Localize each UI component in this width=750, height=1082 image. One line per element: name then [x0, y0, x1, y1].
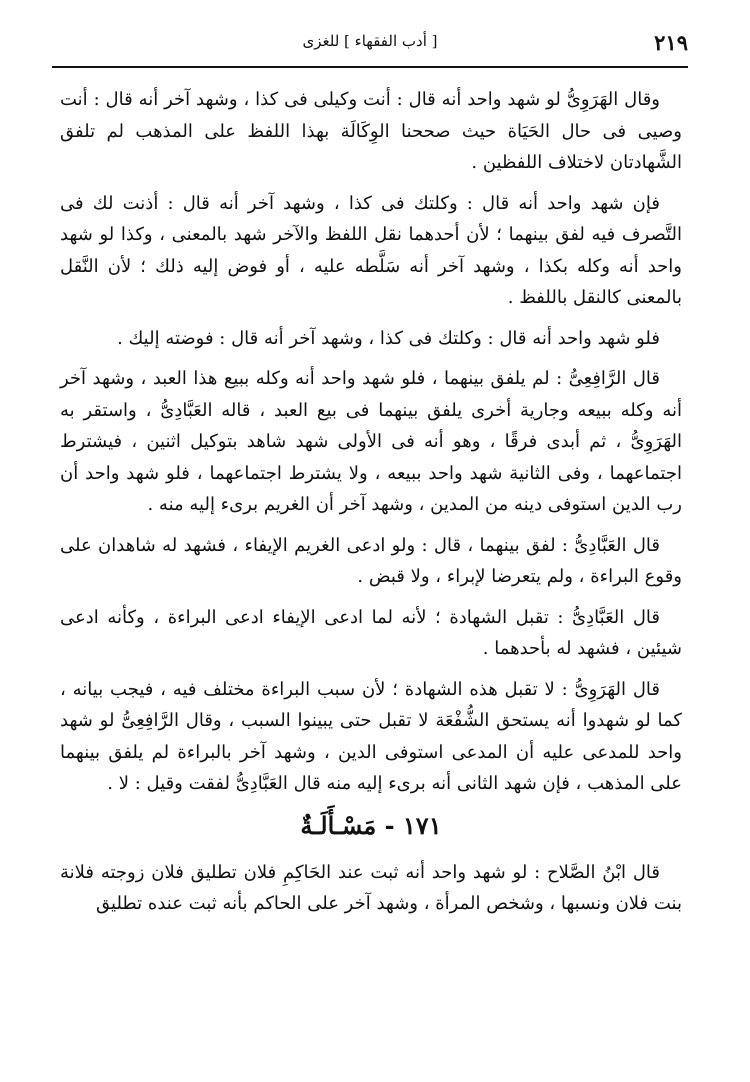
paragraph: قال العَبَّادِىُّ : لفق بينهما ، قال : ولو ادعى الغريم الإيفاء ، فشهد له شاهدان على وقوع البراءة ، ولم يتعرضا لإبراء ، ولا قبض .	[60, 534, 682, 587]
header-rule	[52, 66, 688, 68]
section-heading: ١٧١ - مَسْـأَلَـةٌ	[300, 810, 442, 840]
page-header	[52, 22, 688, 62]
paragraph: قال الرَّافِعِىُّ : لم يلفق بينهما ، فلو شهد واحد أنه وكله ببيع هذا العبد ، وشهد آخر أنه وكله ببيعه وجارية أخرى يلفق بينهما فى بيع العبد ، قاله العَبَّادِىُّ ، واستقر به الهَرَوِىُّ ، ثم أبدى فرقًا ، وهو أنه فى الأولى شهد شاهد بتوكيل اثنين ، فيشترط اجتماعهما ، وفى الثانية شهد واحد ببيعه ، ولا يشترط اجتماعهما ، فلو شهد واحد أن رب الدين استوفى دينه من المدين ، وشهد آخر أن الغريم برىء إليه منه .	[60, 368, 682, 515]
page-number: ٢١٩	[654, 30, 688, 55]
paragraph: فإن شهد واحد أنه قال : وكلتك فى كذا ، وشهد آخر أنه قال : أذنت لك فى التَّصرف فيه لفق بينهما ؛ لأن أحدهما نقل اللفظ والآخر شهد بالمعنى ، وكذا لو شهد واحد أنه وكله بكذا ، وشهد آخر أنه سَلَّطه عليه ، أو فوض إليه ذلك ؛ لأن النَّقل بالمعنى كالنقل باللفظ .	[60, 192, 682, 308]
paragraph: فلو شهد واحد أنه قال : وكلتك فى كذا ، وشهد آخر أنه قال : فوضته إليك .	[117, 327, 660, 349]
body-text	[60, 84, 682, 929]
running-title: [ أدب الفقهاء ] للغزى	[302, 32, 438, 50]
paragraph: قال ابْنُ الصَّلاح : لو شهد واحد أنه ثبت عند الحَاكِمِ فلان تطليق فلان زوجته فلانة بنت فلان ونسبها ، وشخص المرأة ، وشهد آخر على الحاكم بأنه ثبت عنده تطليق	[60, 861, 682, 914]
paragraph: قال العَبَّادِىُّ : تقبل الشهادة ؛ لأنه لما ادعى الإيفاء ادعى البراءة ، وكأنه ادعى شيئين ، فشهد له بأحدهما .	[60, 606, 682, 659]
paragraph: قال الهَرَوِىُّ : لا تقبل هذه الشهادة ؛ لأن سبب البراءة مختلف فيه ، فيجب بيانه ، كما لو شهدوا أنه يستحق الشُّفْعَة لا تقبل حتى يبينوا السبب ، وقال الرَّافِعِىُّ لو شهد واحد للمدعى عليه أن المدعى استوفى الدين ، وشهد آخر بالبراءة لم يلفق بينهما على المذهب ، فإن شهد الثانى أنه برىء إليه منه قال العَبَّادِىُّ لفقت وقيل : لا .	[60, 678, 682, 794]
paragraph: وقال الهَرَوِىُّ لو شهد واحد أنه قال : أنت وكيلى فى كذا ، وشهد آخر أنه قال : أنت وصيى فى حال الحَيَاة حيث صححنا الوِكَالَة بهذا اللفظ على المذهب لم تلفق الشَّهادتان لاختلاف اللفظين .	[60, 89, 682, 173]
